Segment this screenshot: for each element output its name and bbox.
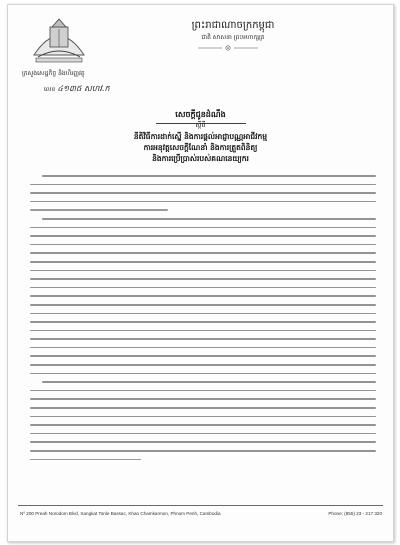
- national-motto: ជាតិ សាសនា ព្រះមហាក្សត្រ: [201, 34, 265, 41]
- text-line: [30, 347, 376, 349]
- reference-number: [44, 83, 164, 95]
- government-seal-icon: [28, 15, 90, 65]
- footer-divider: [18, 505, 383, 506]
- text-line: [30, 355, 376, 357]
- text-line: [30, 313, 376, 315]
- text-line: [30, 364, 376, 366]
- footer: [20, 511, 382, 516]
- text-line: [30, 295, 376, 297]
- footer-contact: Phone: (855) 23 - 217 320: [328, 511, 382, 516]
- text-line: [30, 201, 376, 203]
- text-line: [30, 321, 376, 323]
- text-line: [30, 270, 376, 272]
- title-line-2: ស្តីពី: [195, 121, 206, 129]
- footer-address: Nº 200 Preah Norodom Blvd, Sangkat Tonle Bassac, Khan Chamkarmon, Phnom Penh, Cambodia: [20, 511, 221, 516]
- kingdom-heading: ព្រះរាជាណាចក្រកម្ពុជា: [191, 20, 275, 31]
- text-line: [30, 261, 376, 263]
- text-line: [42, 218, 376, 220]
- text-line: [30, 192, 376, 194]
- title-line-4: ការអនុវត្តសេចក្តីណែនាំ និងការត្រួតពិនិត្យ: [143, 143, 258, 152]
- text-line: [30, 398, 376, 400]
- text-line: [30, 304, 376, 306]
- text-line: [30, 338, 376, 340]
- ministry-name: ក្រសួងសេដ្ឋកិច្ច និងហិរញ្ញវត្ថុ: [22, 70, 85, 77]
- text-line: [30, 330, 376, 332]
- text-line: [30, 450, 376, 452]
- text-line: [30, 252, 376, 254]
- reference-label: លេខ: [44, 86, 56, 93]
- text-line: [30, 244, 376, 246]
- text-line: [30, 227, 376, 229]
- text-line: [30, 278, 376, 280]
- text-line: [42, 175, 376, 177]
- text-line: [30, 390, 376, 392]
- text-line: [30, 407, 376, 409]
- text-line: [30, 424, 376, 426]
- text-line: [30, 416, 376, 418]
- title-line-1: សេចក្តីជូនដំណឹង: [175, 110, 226, 119]
- text-line: [42, 381, 376, 383]
- text-line: [30, 287, 376, 289]
- text-line: [30, 235, 376, 237]
- text-line: [30, 459, 141, 461]
- text-line: [30, 373, 376, 375]
- title-line-5: និងការប្រើប្រាស់របស់គណនេយ្យករ: [152, 154, 249, 163]
- text-line: [30, 184, 376, 186]
- document-body: [30, 175, 376, 467]
- divider-ornament-icon: [198, 45, 258, 51]
- text-line: [30, 433, 376, 435]
- title-line-3: នីតិវិធីការដាក់ស្នើ និងការផ្តល់អាជ្ញាបណ្ណអាជីវកម្ម: [133, 132, 268, 141]
- document-page: [7, 4, 394, 542]
- text-line: [30, 441, 376, 443]
- text-line: [30, 209, 168, 211]
- reference-value: ៤១៣៥ សហវ.ក: [57, 84, 110, 93]
